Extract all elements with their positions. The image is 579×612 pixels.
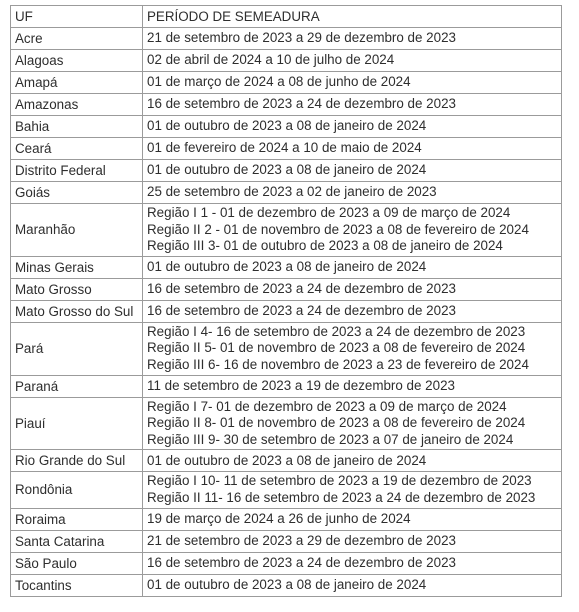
periodo-line: 19 de março de 2024 a 26 de junho de 2024 xyxy=(147,510,411,526)
cell-periodo xyxy=(143,450,562,472)
sowing-calendar-container xyxy=(10,5,561,597)
table-row xyxy=(11,508,562,530)
cell-uf: Paraná xyxy=(11,375,143,397)
table-row xyxy=(11,322,562,375)
periodo-line: 21 de setembro de 2023 a 29 de dezembro de 2023 xyxy=(147,30,456,46)
cell-periodo xyxy=(143,50,562,72)
periodo-line: 01 de março de 2024 a 08 de junho de 2024 xyxy=(147,74,411,90)
periodo-line: 11 de setembro de 2023 a 19 de dezembro de 2023 xyxy=(147,377,455,393)
cell-periodo xyxy=(143,530,562,552)
cell-periodo xyxy=(143,160,562,182)
cell-uf: Distrito Federal xyxy=(11,160,143,182)
cell-uf: Mato Grosso xyxy=(11,278,143,300)
cell-uf: Rio Grande do Sul xyxy=(11,450,143,472)
cell-periodo xyxy=(143,508,562,530)
periodo-line: 01 de outubro de 2023 a 08 de janeiro de 2024 xyxy=(147,452,427,468)
cell-uf: Bahia xyxy=(11,116,143,138)
periodo-line: Região III 3- 01 de outubro de 2023 a 08 de janeiro de 2024 xyxy=(147,238,503,254)
table-row xyxy=(11,182,562,204)
periodo-line: Região I 7- 01 de dezembro de 2023 a 09 de março de 2024 xyxy=(147,398,507,414)
periodo-line: 01 de fevereiro de 2024 a 10 de maio de 2024 xyxy=(147,140,422,156)
cell-uf: Maranhão xyxy=(11,204,143,257)
table-row xyxy=(11,472,562,508)
periodo-line: Região III 9- 30 de setembro de 2023 a 07 de janeiro de 2024 xyxy=(147,431,514,447)
periodo-line: 16 de setembro de 2023 a 24 de dezembro de 2023 xyxy=(147,554,456,570)
periodo-line: Região II 8- 01 de novembro de 2023 a 08 de fevereiro de 2024 xyxy=(147,415,526,431)
header-uf: UF xyxy=(11,6,143,28)
cell-periodo xyxy=(143,552,562,574)
cell-periodo xyxy=(143,375,562,397)
cell-uf: Mato Grosso do Sul xyxy=(11,300,143,322)
cell-uf: Goiás xyxy=(11,182,143,204)
periodo-line: 21 de setembro de 2023 a 29 de dezembro de 2023 xyxy=(147,532,456,548)
cell-periodo xyxy=(143,116,562,138)
periodo-line: 16 de setembro de 2023 a 24 de dezembro de 2023 xyxy=(147,96,456,112)
table-body xyxy=(11,28,562,597)
cell-uf: Santa Catarina xyxy=(11,530,143,552)
cell-periodo xyxy=(143,322,562,375)
sowing-calendar-table xyxy=(10,5,562,597)
cell-periodo xyxy=(143,574,562,596)
cell-periodo xyxy=(143,397,562,450)
periodo-line: 25 de setembro de 2023 a 02 de janeiro de 2023 xyxy=(147,184,437,200)
cell-periodo xyxy=(143,472,562,508)
table-row xyxy=(11,50,562,72)
cell-uf: Pará xyxy=(11,322,143,375)
periodo-line: Região II 5- 01 de novembro de 2023 a 08 de fevereiro de 2024 xyxy=(147,340,526,356)
periodo-line: 01 de outubro de 2023 a 08 de janeiro de 2024 xyxy=(147,258,427,274)
header-row xyxy=(11,6,562,28)
periodo-line: Região I 4- 16 de setembro de 2023 a 24 de dezembro de 2023 xyxy=(147,323,526,339)
table-row xyxy=(11,552,562,574)
table-row xyxy=(11,138,562,160)
periodo-line: 16 de setembro de 2023 a 24 de dezembro de 2023 xyxy=(147,280,456,296)
cell-uf: Rondônia xyxy=(11,472,143,508)
table-row xyxy=(11,450,562,472)
header-periodo: PERÍODO DE SEMEADURA xyxy=(143,6,562,28)
table-row xyxy=(11,94,562,116)
periodo-line: 02 de abril de 2024 a 10 de julho de 2024 xyxy=(147,52,395,68)
table-header xyxy=(11,6,562,28)
cell-uf: Acre xyxy=(11,28,143,50)
cell-uf: Piauí xyxy=(11,397,143,450)
table-row xyxy=(11,574,562,596)
cell-uf: São Paulo xyxy=(11,552,143,574)
table-row xyxy=(11,397,562,450)
table-row xyxy=(11,278,562,300)
table-row xyxy=(11,530,562,552)
cell-uf: Amapá xyxy=(11,72,143,94)
cell-uf: Alagoas xyxy=(11,50,143,72)
periodo-line: Região II 2 - 01 de novembro de 2023 a 08 de fevereiro de 2024 xyxy=(147,221,529,237)
cell-periodo xyxy=(143,72,562,94)
cell-periodo xyxy=(143,300,562,322)
periodo-line: Região I 1 - 01 de dezembro de 2023 a 09 de março de 2024 xyxy=(147,205,511,220)
periodo-line: Região II 11- 16 de setembro de 2023 a 24 de dezembro de 2023 xyxy=(147,489,536,505)
cell-uf: Ceará xyxy=(11,138,143,160)
periodo-line: 01 de outubro de 2023 a 08 de janeiro de 2024 xyxy=(147,118,427,134)
table-row xyxy=(11,116,562,138)
table-row xyxy=(11,160,562,182)
periodo-line: 01 de outubro de 2023 a 08 de janeiro de 2024 xyxy=(147,162,427,178)
periodo-line: Região I 10- 11 de setembro de 2023 a 19 de dezembro de 2023 xyxy=(147,473,532,489)
cell-periodo xyxy=(143,278,562,300)
cell-periodo xyxy=(143,28,562,50)
table-row xyxy=(11,256,562,278)
periodo-line: 16 de setembro de 2023 a 24 de dezembro de 2023 xyxy=(147,302,456,318)
cell-uf: Roraima xyxy=(11,508,143,530)
periodo-line: 01 de outubro de 2023 a 08 de janeiro de 2024 xyxy=(147,576,427,592)
table-row xyxy=(11,204,562,257)
cell-uf: Minas Gerais xyxy=(11,256,143,278)
cell-periodo xyxy=(143,204,562,257)
cell-uf: Amazonas xyxy=(11,94,143,116)
cell-uf: Tocantins xyxy=(11,574,143,596)
table-row xyxy=(11,28,562,50)
table-row xyxy=(11,300,562,322)
cell-periodo xyxy=(143,138,562,160)
periodo-line: Região III 6- 16 de novembro de 2023 a 23 de fevereiro de 2024 xyxy=(147,356,529,372)
cell-periodo xyxy=(143,256,562,278)
table-row xyxy=(11,375,562,397)
table-row xyxy=(11,72,562,94)
cell-periodo xyxy=(143,182,562,204)
cell-periodo xyxy=(143,94,562,116)
